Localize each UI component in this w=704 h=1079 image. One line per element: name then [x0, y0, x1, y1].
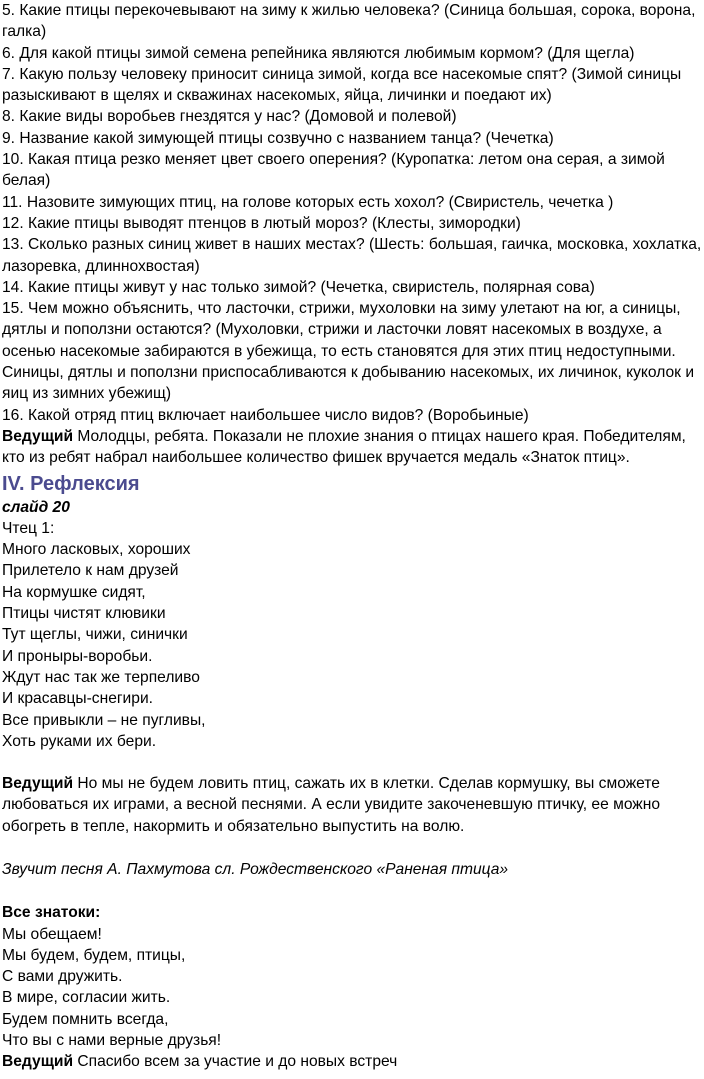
poem-line: Птицы чистят клювики	[2, 605, 166, 623]
reader-label: Чтец 1:	[2, 519, 55, 537]
host-speaker-label: Ведущий	[2, 1053, 74, 1071]
question-9: 9. Название какой зимующей птицы созвучно с названием танца? (Чечетка)	[2, 129, 554, 147]
chorus-line: В мире, согласии жить.	[2, 989, 171, 1007]
host-speaker-label: Ведущий	[2, 775, 74, 793]
chorus-line: С вами дружить.	[2, 968, 123, 986]
host-text: Молодцы, ребята. Показали не плохие знания о птицах нашего края. Победителям, кто из ребят набрал наибольшее количество фишек вручается медаль «Знаток птиц».	[2, 427, 686, 467]
question-14: 14. Какие птицы живут у нас только зимой? (Чечетка, свиристель, полярная сова)	[2, 278, 595, 296]
slide-label: слайд 20	[2, 498, 70, 516]
chorus-line: Мы обещаем!	[2, 925, 102, 943]
all-experts-title: Все знатоки:	[2, 904, 101, 922]
poem-line: Прилетело к нам друзей	[2, 562, 179, 580]
host-text: Спасибо всем за участие и до новых встреч	[73, 1053, 398, 1071]
poem-line: Хоть руками их бери.	[2, 732, 157, 750]
poem-line: И проныры-воробьи.	[2, 647, 153, 665]
poem-line: И красавцы-снегири.	[2, 690, 153, 708]
host-speaker-label: Ведущий	[2, 427, 74, 445]
host-paragraph-3	[2, 1051, 702, 1072]
host-paragraph-1	[2, 426, 702, 469]
section-heading: IV. Рефлексия	[2, 472, 140, 495]
question-15: 15. Чем можно объяснить, что ласточки, стрижи, мухоловки на зиму улетают на юг, а синицы, дятлы и поползни остаются? (Мухоловки, стрижи и ласточки ловят насекомых в воздухе, а осенью насекомые забираются в убежища, то есть становятся для этих птиц недоступными. Синицы, дятлы и поползни приспосабливаются к добыванию насекомых, их личинок, куколок и яиц из зимних убежищ)	[2, 300, 695, 403]
song-note: Звучит песня А. Пахмутова сл. Рождественского «Раненая птица»	[2, 860, 509, 878]
chorus-line: Мы будем, будем, птицы,	[2, 946, 186, 964]
question-12: 12. Какие птицы выводят птенцов в лютый мороз? (Клесты, зимородки)	[2, 214, 521, 232]
spacer	[2, 837, 702, 859]
question-6: 6. Для какой птицы зимой семена репейника являются любимым кормом? (Для щегла)	[2, 44, 635, 62]
poem-line: Тут щеглы, чижи, синички	[2, 626, 188, 644]
question-8: 8. Какие виды воробьев гнездятся у нас? (Домовой и полевой)	[2, 108, 457, 126]
spacer	[2, 752, 702, 773]
question-11: 11. Назовите зимующих птиц, на голове которых есть хохол? (Свиристель, чечетка )	[2, 193, 614, 211]
chorus-line: Будем помнить всегда,	[2, 1010, 169, 1028]
host-paragraph-2	[2, 773, 702, 837]
question-16: 16. Какой отряд птиц включает наибольшее число видов? (Воробьиные)	[2, 406, 529, 424]
spacer	[2, 880, 702, 902]
question-13: 13. Сколько разных синиц живет в наших местах? (Шесть: большая, гаичка, московка, хохлатка, лазоревка, длиннохвостая)	[2, 236, 702, 275]
poem-line: Все привыкли – не пугливы,	[2, 711, 206, 729]
question-5: 5. Какие птицы перекочевывают на зиму к жилью человека? (Синица большая, сорока, ворона, галка)	[2, 2, 696, 41]
poem-line: Ждут нас так же терпеливо	[2, 668, 200, 686]
poem-line: На кормушке сидят,	[2, 583, 146, 601]
question-10: 10. Какая птица резко меняет цвет своего оперения? (Куропатка: летом она серая, а зимой белая)	[2, 151, 665, 190]
chorus-line: Что вы с нами верные друзья!	[2, 1032, 222, 1050]
question-7: 7. Какую пользу человеку приносит синица зимой, когда все насекомые спят? (Зимой синицы разыскивают в щелях и скважинах насекомых, яйца, личинки и поедают их)	[2, 65, 682, 105]
host-text: Но мы не будем ловить птиц, сажать их в клетки. Сделав кормушку, вы сможете любоваться их играми, а весной песнями. А если увидите закоченевшую птичку, ее можно обогреть в тепле, накормить и обязательно выпустить на волю.	[2, 775, 661, 835]
poem-line: Много ласковых, хороших	[2, 541, 191, 559]
